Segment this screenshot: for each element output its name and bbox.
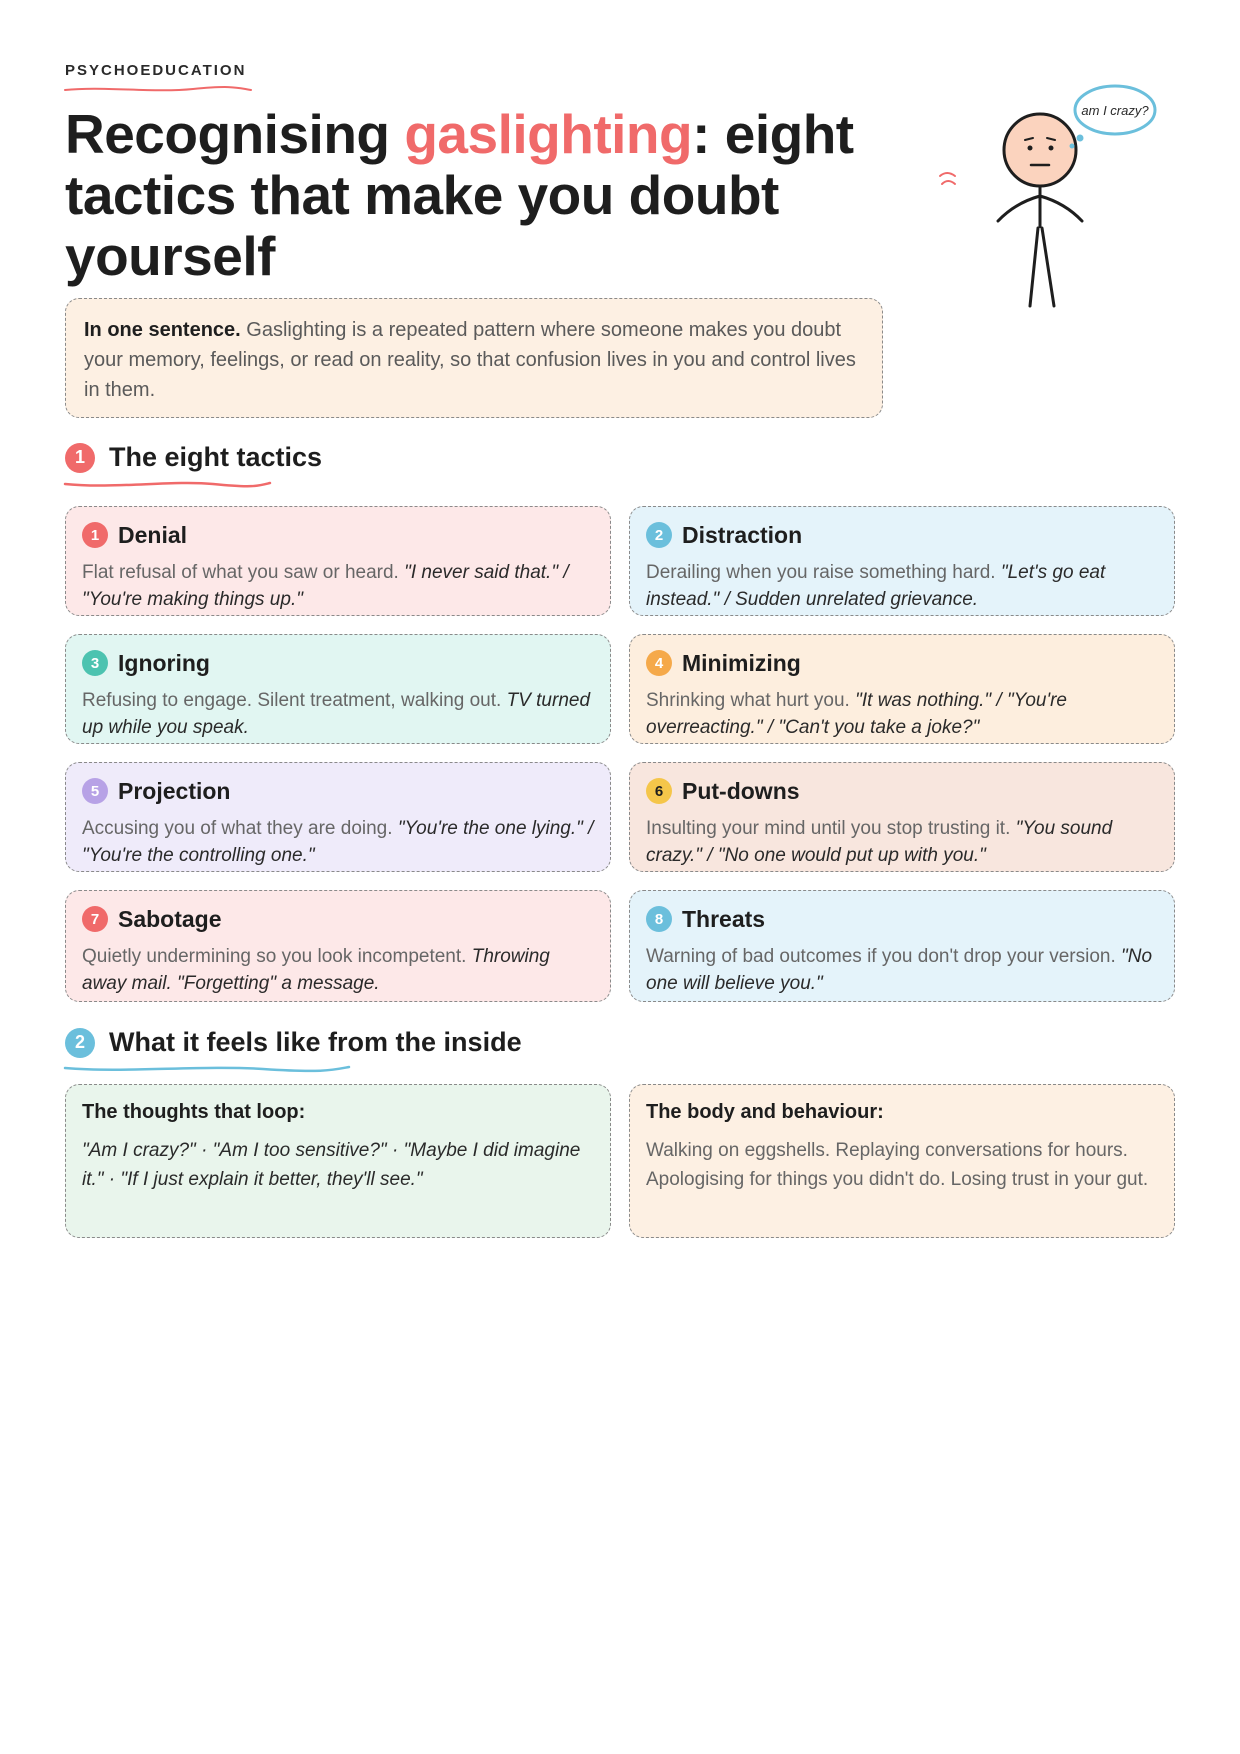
tactic-quote: "You're the one lying." / "You're the controlling one." <box>82 818 594 866</box>
tactic-card-minimizing <box>629 634 1175 744</box>
confused-person-illustration <box>935 78 1165 318</box>
worry-marks-icon <box>940 173 955 184</box>
tactic-quote: "It was nothing." / "You're overreacting." / "Can't you take a joke?" <box>646 690 1067 738</box>
tactic-desc: Warning of bad outcomes if you don't drop your version. <box>646 946 1122 967</box>
title-highlight: gaslighting <box>404 103 693 165</box>
tactic-name: Distraction <box>682 521 803 548</box>
page-title <box>65 104 905 287</box>
thoughts-title: The thoughts that loop: <box>82 1101 306 1123</box>
section-title: The eight tactics <box>109 442 323 472</box>
summary-box <box>65 298 883 418</box>
section-underline <box>63 1063 353 1075</box>
tactic-card-threats <box>629 890 1175 1002</box>
tactic-quote: "Let's go eat instead." / Sudden unrelated grievance. <box>646 562 1106 610</box>
tactic-name: Sabotage <box>118 905 222 932</box>
summary-lead: In one sentence. <box>84 319 241 341</box>
tactic-quote: "I never said that." / "You're making things up." <box>82 562 569 610</box>
tactic-quote: TV turned up while you speak. <box>82 690 591 738</box>
summary-text: Gaslighting is a repeated pattern where someone makes you doubt your memory, feelings, or read on reality, so that confusion lives in you and control lives in them. <box>84 319 856 401</box>
tactic-name: Ignoring <box>118 649 210 676</box>
body-behaviour-title: The body and behaviour: <box>646 1101 884 1123</box>
thought-bubble-icon <box>1070 86 1156 149</box>
tactic-name: Denial <box>118 521 188 548</box>
tactic-quote: "You sound crazy." / "No one would put up with you." <box>646 818 1113 866</box>
tactic-card-ignoring <box>65 634 611 744</box>
tactic-card-put-downs <box>629 762 1175 872</box>
tactic-desc: Quietly undermining so you look incompetent. <box>82 946 472 967</box>
body-behaviour-card <box>629 1084 1175 1238</box>
tactic-card-denial <box>65 506 611 616</box>
kicker-underline <box>63 84 253 94</box>
section-underline <box>63 478 273 490</box>
tactic-number-badge: 3 <box>82 650 108 676</box>
tactic-number-badge: 1 <box>82 522 108 548</box>
tactic-desc: Accusing you of what they are doing. <box>82 818 398 839</box>
tactic-name: Minimizing <box>682 649 801 676</box>
title-part-1: Recognising <box>65 103 405 165</box>
section-heading-feelings <box>65 1027 522 1058</box>
tactic-quote: Throwing away mail. "Forgetting" a message. <box>82 946 550 994</box>
tactic-desc: Derailing when you raise something hard. <box>646 562 1001 583</box>
head-icon <box>1004 114 1076 186</box>
tactic-number-badge: 2 <box>646 522 672 548</box>
kicker: PSYCHOEDUCATION <box>65 62 247 79</box>
tactic-number-badge: 5 <box>82 778 108 804</box>
section-number-badge: 2 <box>65 1028 95 1058</box>
thoughts-card <box>65 1084 611 1238</box>
section-title: What it feels like from the inside <box>109 1027 522 1057</box>
tactic-card-projection <box>65 762 611 872</box>
tactic-number-badge: 7 <box>82 906 108 932</box>
tactic-card-distraction <box>629 506 1175 616</box>
tactic-quote: "No one will believe you." <box>646 946 1153 994</box>
tactic-name: Put-downs <box>682 777 800 804</box>
body-behaviour-text: Walking on eggshells. Replaying conversations for hours. Apologising for things you didn't do. Losing trust in your gut. <box>646 1140 1149 1190</box>
tactic-desc: Flat refusal of what you saw or heard. <box>82 562 405 583</box>
tactic-card-sabotage <box>65 890 611 1002</box>
tactic-number-badge: 8 <box>646 906 672 932</box>
thoughts-text: "Am I crazy?" · "Am I too sensitive?" · "Maybe I did imagine it." · "If I just explain it better, they'll see." <box>82 1140 581 1190</box>
title-part-2: : eight tactics that make you doubt yourself <box>65 103 854 287</box>
tactic-name: Projection <box>118 777 231 804</box>
section-number-badge: 1 <box>65 443 95 473</box>
thought-bubble-text: am I crazy? <box>1081 103 1149 118</box>
tactic-number-badge: 6 <box>646 778 672 804</box>
tactic-desc: Refusing to engage. Silent treatment, walking out. <box>82 690 507 711</box>
tactic-desc: Insulting your mind until you stop trusting it. <box>646 818 1016 839</box>
tactic-name: Threats <box>682 905 766 932</box>
tactic-number-badge: 4 <box>646 650 672 676</box>
section-heading-tactics <box>65 442 322 473</box>
tactic-desc: Shrinking what hurt you. <box>646 690 856 711</box>
